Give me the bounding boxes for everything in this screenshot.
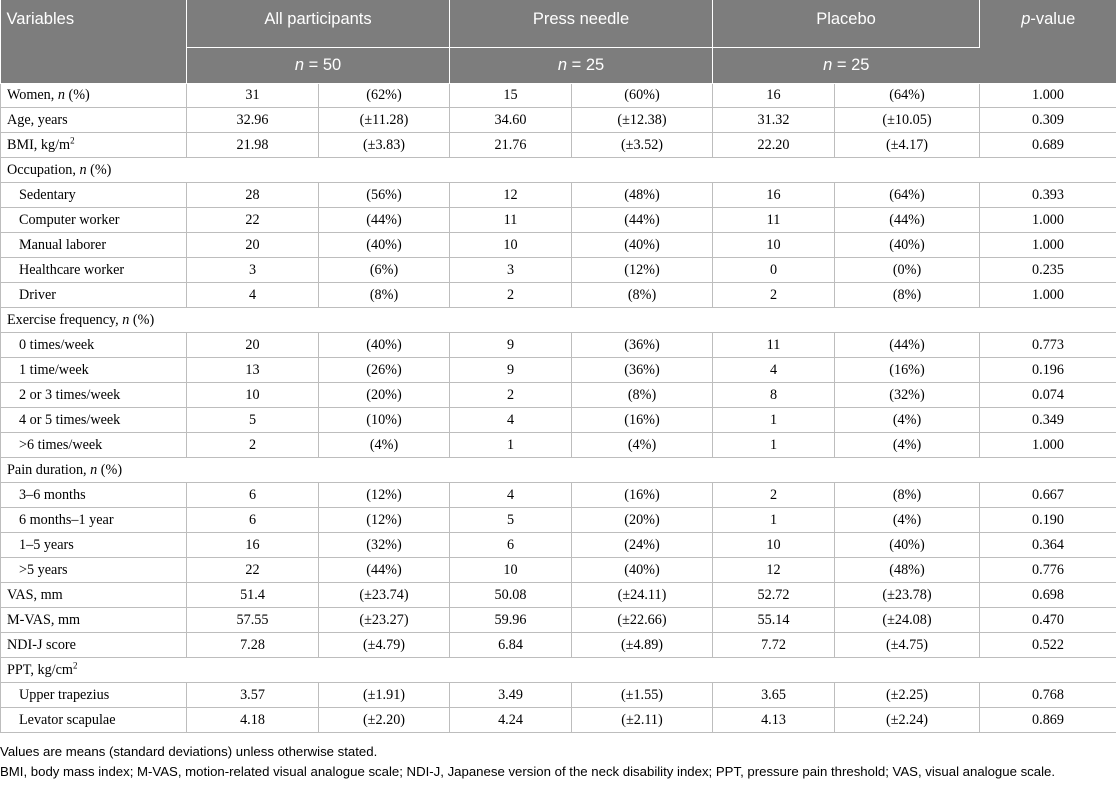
table-row-age [1,108,1116,133]
table-row-occupation [1,158,1116,183]
cell-placebo-value: 4 [713,358,835,383]
footnote-abbreviations: BMI, body mass index; M-VAS, motion-related visual analogue scale; NDI-J, Japanese version of the neck disability index; PPT, pressure pain threshold; VAS, visual analogue scale. [0,763,1056,779]
cell-press-needle-stat: (44%) [572,208,713,233]
table-row-upper [1,683,1116,708]
cell-press-needle-stat: (±1.55) [572,683,713,708]
cell-press-needle-stat: (60%) [572,84,713,108]
table-row-computer [1,208,1116,233]
cell-press-needle-stat: (36%) [572,358,713,383]
cell-placebo-stat: (44%) [835,208,980,233]
table-row-ex6 [1,433,1116,458]
cell-placebo-value: 55.14 [713,608,835,633]
cell-all-value: 3 [187,258,319,283]
cell-all-stat: (±23.27) [319,608,450,633]
header-variables: Variables [1,0,187,84]
cell-all-stat: (40%) [319,233,450,258]
cell-p-value: 0.869 [980,708,1116,733]
cell-all-value: 2 [187,433,319,458]
table-row-pd2 [1,508,1116,533]
table-row-sedentary [1,183,1116,208]
cell-placebo-value: 11 [713,333,835,358]
cell-all-value: 7.28 [187,633,319,658]
cell-placebo-stat: (64%) [835,84,980,108]
header-n-all: n = 50 [187,48,450,84]
header-p-value: p-value [980,0,1116,84]
cell-press-needle-stat: (16%) [572,408,713,433]
cell-press-needle-stat: (48%) [572,183,713,208]
row-label: BMI, $kg/m^2$ [1,133,187,158]
cell-press-needle-value: 4.24 [450,708,572,733]
row-label: 6 months–1 year [1,508,187,533]
cell-press-needle-stat: (8%) [572,383,713,408]
row-label: Age, years [1,108,187,133]
cell-p-value: 0.768 [980,683,1116,708]
row-label: Levator scapulae [1,708,187,733]
cell-press-needle-value: 21.76 [450,133,572,158]
cell-all-stat: (6%) [319,258,450,283]
cell-p-value: 1.000 [980,208,1116,233]
footnote-values: Values are means (standard deviations) unless otherwise stated. [0,744,378,759]
cell-placebo-stat: (4%) [835,408,980,433]
row-label: Computer worker [1,208,187,233]
cell-p-value: 0.190 [980,508,1116,533]
cell-press-needle-value: 6.84 [450,633,572,658]
cell-p-value: 0.698 [980,583,1116,608]
cell-placebo-stat: (±24.08) [835,608,980,633]
cell-all-stat: (12%) [319,483,450,508]
table-row-ppt [1,658,1116,683]
table-row-levator [1,708,1116,733]
cell-press-needle-stat: (±22.66) [572,608,713,633]
cell-all-stat: (20%) [319,383,450,408]
row-label: 4 or 5 times/week [1,408,187,433]
cell-all-value: 13 [187,358,319,383]
cell-placebo-value: 1 [713,433,835,458]
cell-placebo-stat: (4%) [835,433,980,458]
cell-placebo-value: 10 [713,533,835,558]
cell-p-value: 0.235 [980,258,1116,283]
cell-all-value: 10 [187,383,319,408]
table-row-ex23 [1,383,1116,408]
cell-all-stat: (±11.28) [319,108,450,133]
cell-all-value: 22 [187,558,319,583]
cell-placebo-value: 0 [713,258,835,283]
cell-all-stat: (44%) [319,208,450,233]
cell-press-needle-value: 1 [450,433,572,458]
row-label: Pain duration, n (%) [1,458,1116,483]
table-footnotes [0,733,1116,781]
cell-all-stat: (62%) [319,84,450,108]
cell-all-value: 20 [187,333,319,358]
row-label: 1–5 years [1,533,187,558]
cell-all-stat: (26%) [319,358,450,383]
cell-all-stat: (±4.79) [319,633,450,658]
cell-p-value: 0.470 [980,608,1116,633]
cell-press-needle-stat: (36%) [572,333,713,358]
row-label: 3–6 months [1,483,187,508]
row-label: >5 years [1,558,187,583]
row-label: 0 times/week [1,333,187,358]
cell-p-value: 0.364 [980,533,1116,558]
row-label: Upper trapezius [1,683,187,708]
table-row-pain [1,458,1116,483]
cell-all-stat: (±2.20) [319,708,450,733]
cell-press-needle-value: 11 [450,208,572,233]
cell-placebo-value: 16 [713,183,835,208]
header-n-press-needle: n = 25 [450,48,713,84]
cell-all-stat: (44%) [319,558,450,583]
cell-p-value: 0.773 [980,333,1116,358]
cell-placebo-value: 3.65 [713,683,835,708]
cell-press-needle-value: 4 [450,483,572,508]
cell-all-value: 5 [187,408,319,433]
cell-p-value: 0.196 [980,358,1116,383]
cell-all-stat: (±1.91) [319,683,450,708]
cell-all-value: 6 [187,483,319,508]
cell-placebo-stat: (44%) [835,333,980,358]
cell-p-value: 1.000 [980,233,1116,258]
cell-all-value: 20 [187,233,319,258]
cell-press-needle-value: 4 [450,408,572,433]
cell-p-value: 0.776 [980,558,1116,583]
cell-placebo-value: 31.32 [713,108,835,133]
cell-press-needle-stat: (8%) [572,283,713,308]
cell-press-needle-stat: (±4.89) [572,633,713,658]
cell-press-needle-value: 34.60 [450,108,572,133]
cell-press-needle-stat: (±2.11) [572,708,713,733]
cell-placebo-value: 12 [713,558,835,583]
cell-placebo-stat: (4%) [835,508,980,533]
cell-press-needle-value: 15 [450,84,572,108]
table-row-exercise [1,308,1116,333]
cell-press-needle-value: 12 [450,183,572,208]
cell-all-value: 21.98 [187,133,319,158]
cell-all-stat: (8%) [319,283,450,308]
cell-all-stat: (±3.83) [319,133,450,158]
cell-all-stat: (12%) [319,508,450,533]
row-label: VAS, mm [1,583,187,608]
row-label: Healthcare worker [1,258,187,283]
cell-press-needle-stat: (16%) [572,483,713,508]
cell-press-needle-value: 50.08 [450,583,572,608]
table-row-ex0 [1,333,1116,358]
cell-placebo-value: 1 [713,408,835,433]
cell-placebo-stat: (48%) [835,558,980,583]
cell-all-value: 3.57 [187,683,319,708]
row-label: >6 times/week [1,433,187,458]
cell-all-value: 57.55 [187,608,319,633]
cell-placebo-value: 22.20 [713,133,835,158]
row-label: Women, n (%) [1,84,187,108]
cell-all-value: 4 [187,283,319,308]
row-label: Occupation, n (%) [1,158,1116,183]
table-row-pd1 [1,483,1116,508]
header-n-placebo: n = 25 [713,48,980,84]
cell-press-needle-stat: (40%) [572,558,713,583]
cell-placebo-value: 11 [713,208,835,233]
cell-press-needle-value: 10 [450,558,572,583]
cell-p-value: 0.349 [980,408,1116,433]
cell-placebo-stat: (40%) [835,533,980,558]
header-group-all: All participants [187,0,450,48]
table-row-mvas [1,608,1116,633]
cell-placebo-value: 7.72 [713,633,835,658]
cell-press-needle-stat: (4%) [572,433,713,458]
row-label: Exercise frequency, n (%) [1,308,1116,333]
row-label: PPT, $kg/cm^2$ [1,658,1116,683]
cell-p-value: 0.522 [980,633,1116,658]
cell-placebo-value: 2 [713,483,835,508]
cell-press-needle-stat: (±3.52) [572,133,713,158]
table-row-ex45 [1,408,1116,433]
cell-placebo-value: 16 [713,84,835,108]
cell-press-needle-value: 9 [450,333,572,358]
header-group-press-needle: Press needle [450,0,713,48]
cell-all-stat: (32%) [319,533,450,558]
cell-placebo-value: 4.13 [713,708,835,733]
cell-press-needle-stat: (12%) [572,258,713,283]
cell-all-value: 28 [187,183,319,208]
cell-placebo-stat: (32%) [835,383,980,408]
cell-all-stat: (40%) [319,333,450,358]
cell-p-value: 1.000 [980,433,1116,458]
cell-press-needle-value: 2 [450,383,572,408]
cell-all-stat: (10%) [319,408,450,433]
cell-all-value: 32.96 [187,108,319,133]
cell-press-needle-value: 10 [450,233,572,258]
cell-press-needle-value: 3.49 [450,683,572,708]
cell-press-needle-value: 59.96 [450,608,572,633]
cell-placebo-value: 2 [713,283,835,308]
table-row-pd4 [1,558,1116,583]
row-label: M-VAS, mm [1,608,187,633]
header-group-placebo: Placebo [713,0,980,48]
cell-press-needle-value: 6 [450,533,572,558]
table-row-healthcare [1,258,1116,283]
cell-placebo-value: 8 [713,383,835,408]
cell-all-value: 6 [187,508,319,533]
cell-p-value: 0.393 [980,183,1116,208]
cell-placebo-stat: (±4.75) [835,633,980,658]
cell-press-needle-value: 5 [450,508,572,533]
cell-press-needle-stat: (20%) [572,508,713,533]
cell-placebo-stat: (±10.05) [835,108,980,133]
cell-press-needle-value: 3 [450,258,572,283]
cell-placebo-stat: (40%) [835,233,980,258]
cell-all-value: 31 [187,84,319,108]
cell-all-stat: (4%) [319,433,450,458]
cell-all-value: 4.18 [187,708,319,733]
row-label: Manual laborer [1,233,187,258]
cell-placebo-value: 1 [713,508,835,533]
cell-p-value: 0.309 [980,108,1116,133]
cell-p-value: 1.000 [980,84,1116,108]
cell-placebo-stat: (±2.24) [835,708,980,733]
table-row-pd3 [1,533,1116,558]
cell-all-value: 16 [187,533,319,558]
cell-p-value: 0.667 [980,483,1116,508]
cell-press-needle-value: 9 [450,358,572,383]
cell-placebo-value: 52.72 [713,583,835,608]
row-label: 1 time/week [1,358,187,383]
cell-p-value: 0.689 [980,133,1116,158]
cell-press-needle-value: 2 [450,283,572,308]
cell-placebo-stat: (8%) [835,483,980,508]
cell-press-needle-stat: (24%) [572,533,713,558]
row-label: Sedentary [1,183,187,208]
cell-placebo-stat: (8%) [835,283,980,308]
cell-p-value: 1.000 [980,283,1116,308]
cell-all-stat: (56%) [319,183,450,208]
cell-press-needle-stat: (±12.38) [572,108,713,133]
cell-press-needle-stat: (40%) [572,233,713,258]
row-label: Driver [1,283,187,308]
cell-all-value: 22 [187,208,319,233]
table-row-manual [1,233,1116,258]
table-row-women [1,84,1116,108]
row-label: 2 or 3 times/week [1,383,187,408]
cell-press-needle-stat: (±24.11) [572,583,713,608]
cell-placebo-stat: (±23.78) [835,583,980,608]
cell-placebo-value: 10 [713,233,835,258]
row-label: NDI-J score [1,633,187,658]
cell-placebo-stat: (±4.17) [835,133,980,158]
table-row-ndij [1,633,1116,658]
table-row-bmi [1,133,1116,158]
cell-all-value: 51.4 [187,583,319,608]
table-row-vas [1,583,1116,608]
cell-placebo-stat: (16%) [835,358,980,383]
cell-placebo-stat: (±2.25) [835,683,980,708]
cell-all-stat: (±23.74) [319,583,450,608]
table-row-ex1 [1,358,1116,383]
cell-placebo-stat: (64%) [835,183,980,208]
cell-p-value: 0.074 [980,383,1116,408]
table-row-driver [1,283,1116,308]
cell-placebo-stat: (0%) [835,258,980,283]
